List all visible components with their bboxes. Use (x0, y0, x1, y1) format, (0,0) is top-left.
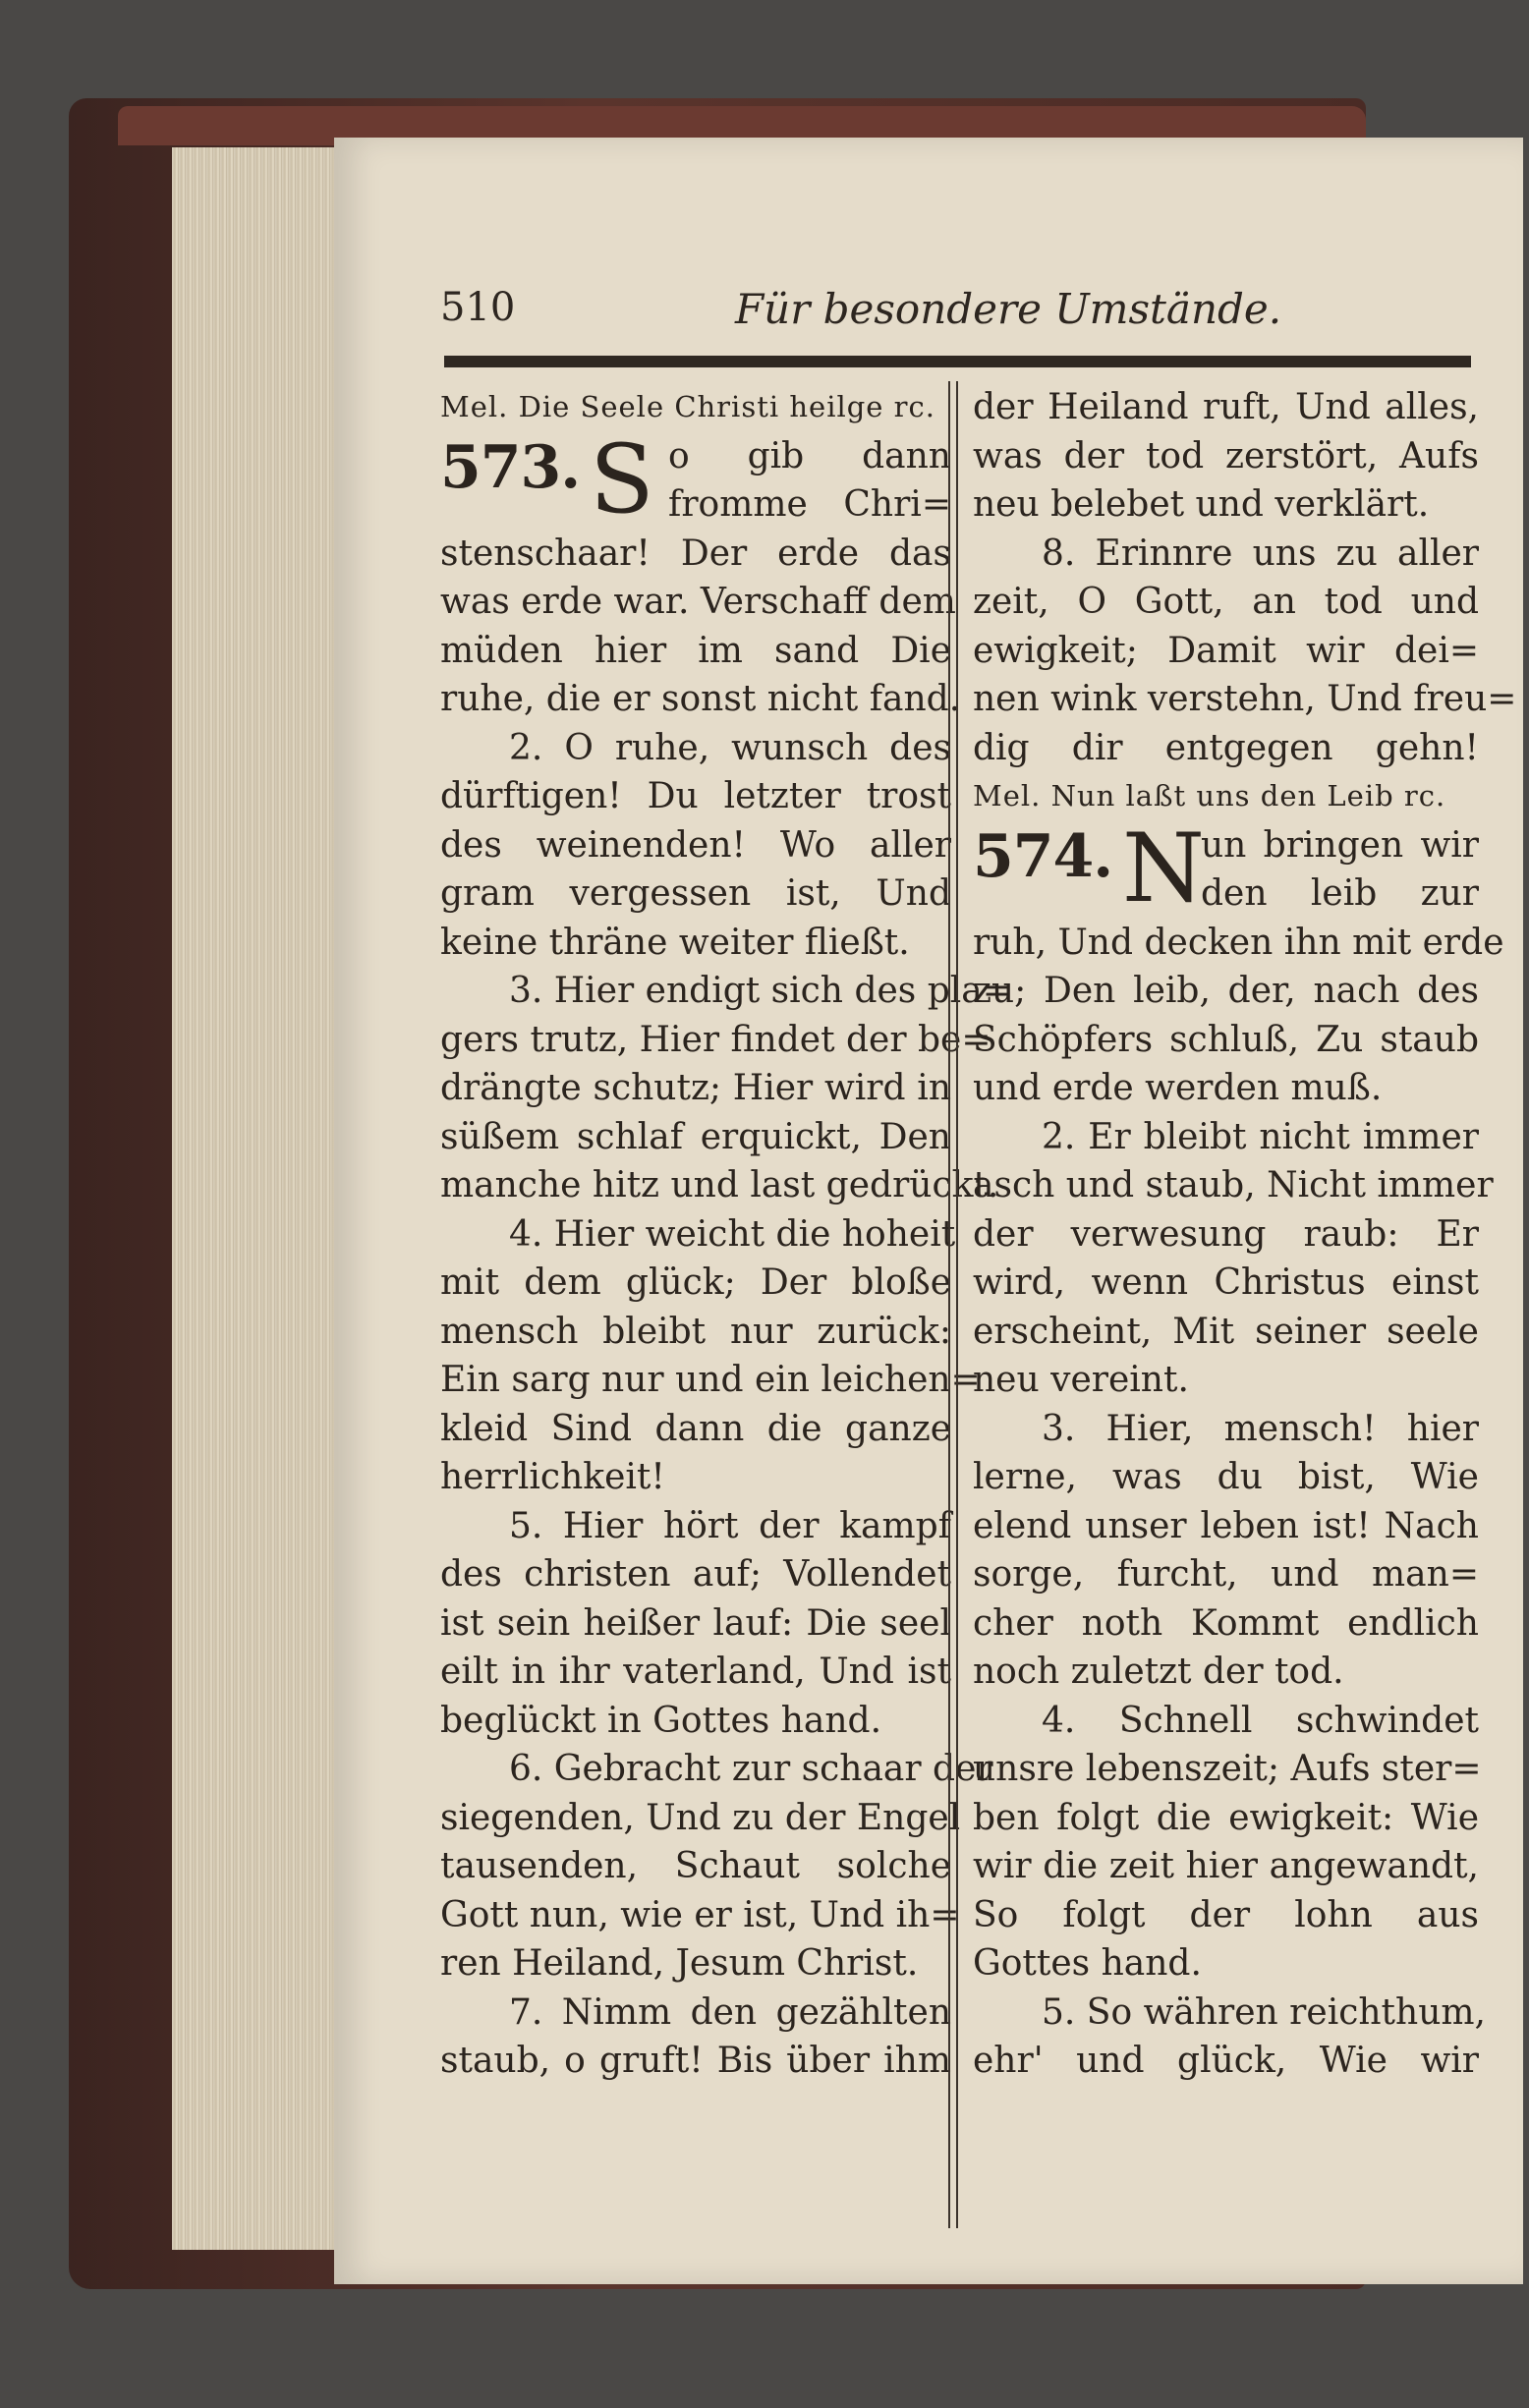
text-line: 3. Hier endigt sich des pla= (509, 971, 1012, 1011)
text-line: gram vergessen ist, Und (440, 873, 951, 914)
text-line: ben folgt die ewigkeit: Wie (973, 1797, 1479, 1838)
text-line: kleid Sind dann die ganze (440, 1408, 951, 1449)
page-edges (172, 147, 344, 2250)
text-line: zu; Den leib, der, nach des (973, 971, 1479, 1011)
text-line: eilt in ihr vaterland, Und ist (440, 1652, 951, 1692)
hymn-head-line: un bringen wir (1201, 824, 1479, 866)
text-line: 4. Hier weicht die hoheit (509, 1213, 956, 1255)
text-line: noch zuletzt der tod. (973, 1652, 1344, 1692)
text-line: mensch bleibt nur zurück: (440, 1311, 951, 1352)
text-line: siegenden, Und zu der Engel (440, 1797, 961, 1838)
melody-line: Mel. Die Seele Christi heilge rc. (440, 390, 936, 423)
text-line: gers trutz, Hier findet der be= (440, 1019, 991, 1060)
left-column (440, 383, 1012, 2086)
hymn-number: 573. (440, 432, 581, 502)
text-line: 5. Hier hört der kampf (509, 1505, 951, 1546)
drop-cap: N (1122, 812, 1205, 924)
text-line: 5. So währen reichthum, (1042, 1991, 1486, 2033)
running-title: Für besondere Umstände. (735, 285, 1282, 333)
text-line: elend unser leben ist! Nach (973, 1505, 1479, 1546)
text-line: So folgt der lohn aus (973, 1894, 1479, 1935)
text-line: 7. Nimm den gezählten (509, 1991, 951, 2033)
text-line: müden hier im sand Die (440, 630, 951, 671)
melody-line: Mel. Nun laßt uns den Leib rc. (973, 779, 1446, 812)
text-line: beglückt in Gottes hand. (440, 1700, 882, 1741)
text-line: mit dem glück; Der bloße (440, 1262, 951, 1303)
text-line: tausenden, Schaut solche (440, 1846, 951, 1886)
text-line: und erde werden muß. (973, 1068, 1383, 1108)
text-line: wird, wenn Christus einst (973, 1262, 1479, 1303)
text-line: Gottes hand. (973, 1943, 1202, 1984)
book-page (334, 138, 1523, 2284)
text-line: des christen auf; Vollendet (440, 1554, 951, 1595)
text-line: Gott nun, wie er ist, Und ih= (440, 1894, 960, 1935)
text-line: ruh, Und decken ihn mit erde (973, 922, 1504, 963)
text-line: ist sein heißer lauf: Die seel (440, 1602, 951, 1644)
text-line: dürftigen! Du letzter trost (440, 776, 951, 816)
page-header (440, 275, 1467, 354)
text-line: was der tod zerstört, Aufs (973, 435, 1479, 476)
text-line: wir die zeit hier angewandt, (973, 1846, 1479, 1886)
text-line: zeit, O Gott, an tod und (973, 582, 1479, 622)
text-line: stenschaar! Der erde das (440, 532, 951, 574)
text-line: der Heiland ruft, Und alles, (973, 387, 1479, 427)
text-line: nen wink verstehn, Und freu= (973, 679, 1517, 719)
drop-cap: S (590, 423, 654, 534)
text-line: 8. Erinnre uns zu aller (1042, 532, 1479, 574)
hymn-head-line: o gib dann (668, 435, 951, 476)
text-line: sorge, furcht, und man= (973, 1554, 1479, 1595)
right-column (973, 383, 1517, 2086)
text-line: staub, o gruft! Bis über ihm (440, 2041, 951, 2081)
text-line: süßem schlaf erquickt, Den (440, 1116, 951, 1157)
text-line: asch und staub, Nicht immer (973, 1165, 1494, 1205)
text-line: unsre lebenszeit; Aufs ster= (973, 1749, 1482, 1789)
hymn-number: 574. (973, 821, 1113, 891)
text-line: manche hitz und last gedrückt. (440, 1165, 999, 1205)
header-rule (444, 356, 1471, 367)
hymn-head-574 (973, 812, 1479, 924)
text-line: keine thräne weiter fließt. (440, 922, 910, 963)
column-divider (948, 381, 958, 2228)
text-line: 2. O ruhe, wunsch des (509, 727, 951, 768)
text-line: ren Heiland, Jesum Christ. (440, 1943, 919, 1984)
text-line: ruhe, die er sonst nicht fand. (440, 679, 961, 719)
text-line: Ein sarg nur und ein leichen= (440, 1360, 981, 1400)
text-line: neu vereint. (973, 1360, 1189, 1400)
text-line: Schöpfers schluß, Zu staub (973, 1019, 1479, 1060)
left-text-lines (440, 530, 1012, 2086)
text-line: der verwesung raub: Er (973, 1213, 1479, 1255)
text-line: cher noth Kommt endlich (973, 1602, 1479, 1644)
text-line: 4. Schnell schwindet (1042, 1700, 1479, 1741)
right-text-lines-b (973, 919, 1504, 2086)
text-line: 2. Er bleibt nicht immer (1042, 1116, 1479, 1157)
text-line: herrlichkeit! (440, 1457, 665, 1497)
text-line: neu belebet und verklärt. (973, 484, 1430, 525)
text-line: des weinenden! Wo aller (440, 824, 951, 866)
hymn-head-line: fromme Chri= (668, 484, 951, 525)
text-line: 6. Gebracht zur schaar der (509, 1749, 993, 1789)
text-line: drängte schutz; Hier wird in (440, 1068, 951, 1108)
text-line: erscheint, Mit seiner seele (973, 1311, 1479, 1352)
hymn-head-line: den leib zur (1201, 873, 1479, 914)
right-text-lines-a (973, 383, 1517, 772)
text-line: ehr' und glück, Wie wir (973, 2041, 1479, 2081)
text-line: was erde war. Verschaff dem (440, 582, 956, 622)
page-number: 510 (440, 285, 516, 330)
text-line: lerne, was du bist, Wie (973, 1457, 1479, 1497)
text-line: 3. Hier, mensch! hier (1042, 1408, 1479, 1449)
hymn-head-573 (440, 423, 951, 534)
text-line: ewigkeit; Damit wir dei= (973, 630, 1479, 671)
text-line: dig dir entgegen gehn! (973, 727, 1479, 768)
